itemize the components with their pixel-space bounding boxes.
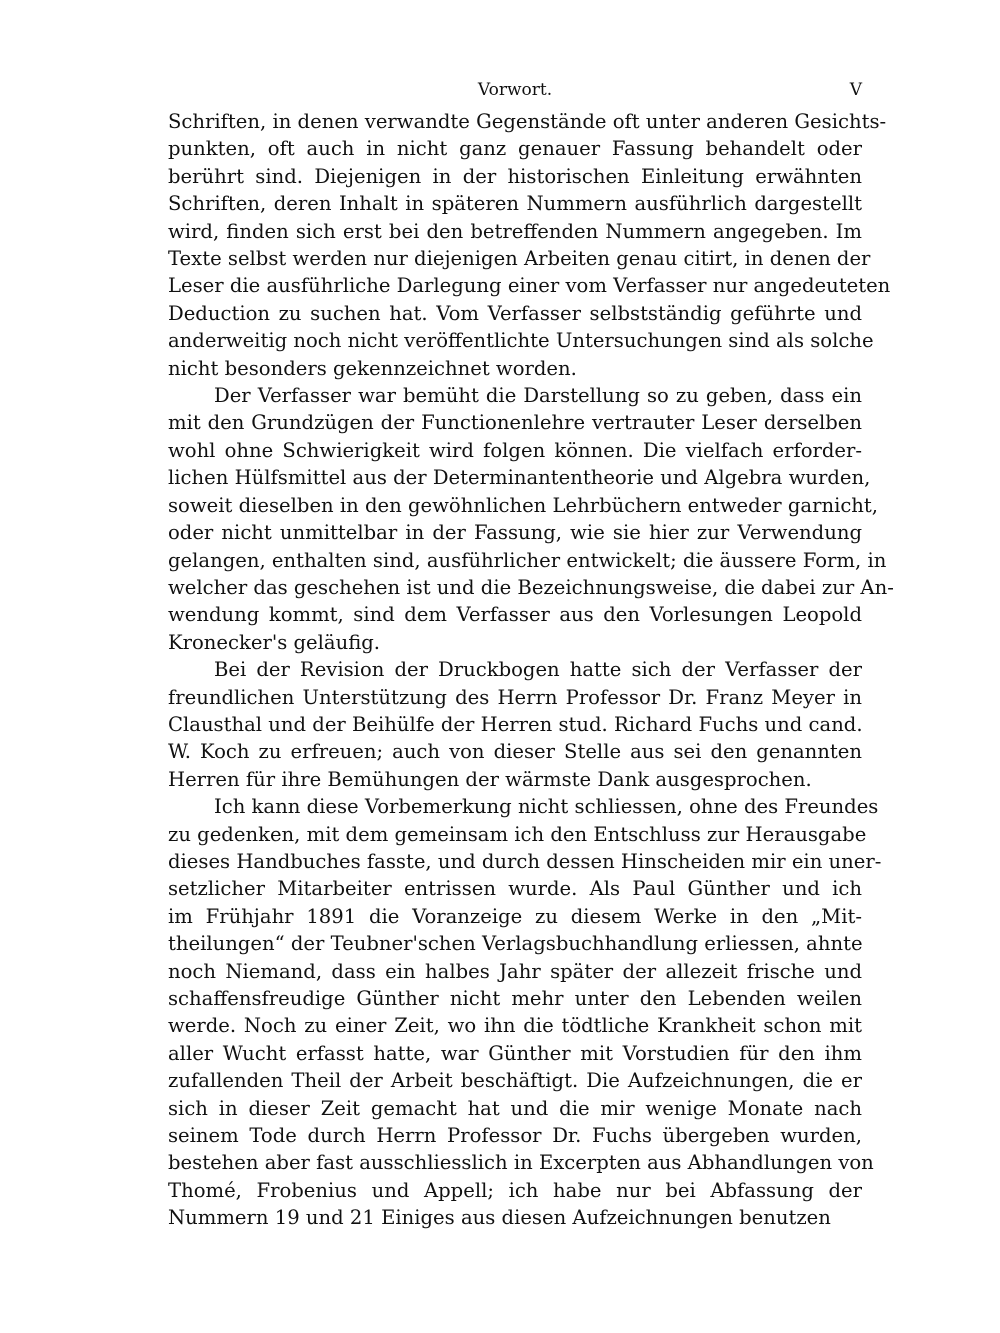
text-line: aller Wucht erfasst hatte, war Günther mit Vorstudien für den ihm — [168, 1041, 862, 1065]
text-line: dieses Handbuches fasste, und durch dessen Hinscheiden mir ein uner- — [168, 849, 882, 873]
text-line: anderweitig noch nicht veröffentlichte Untersuchungen sind als solche — [168, 329, 874, 353]
text-line: werde. Noch zu einer Zeit, wo ihn die tödtliche Krankheit schon mit — [168, 1014, 862, 1038]
text-line: oder nicht unmittelbar in der Fassung, wie sie hier zur Verwendung — [168, 521, 862, 545]
running-title: Vorwort. — [477, 80, 553, 100]
text-line: noch Niemand, dass ein halbes Jahr später der allezeit frische und — [168, 959, 862, 983]
running-header — [168, 80, 862, 108]
text-line: punkten, oft auch in nicht ganz genauer Fassung behandelt oder — [168, 137, 862, 161]
text-line: Thomé, Frobenius und Appell; ich habe nur bei Abfassung der — [168, 1178, 862, 1202]
paragraph — [168, 656, 862, 793]
text-line: im Frühjahr 1891 die Voranzeige zu diesem Werke in den „Mit- — [168, 904, 862, 928]
paragraph — [168, 382, 894, 656]
text-line: W. Koch zu erfreuen; auch von dieser Stelle aus sei den genannten — [168, 740, 862, 764]
preface-text — [168, 108, 894, 1232]
text-line: Kronecker's geläufig. — [168, 630, 381, 654]
paragraph — [168, 108, 891, 382]
text-line: Deduction zu suchen hat. Vom Verfasser selbstständig geführte und — [168, 301, 862, 325]
text-line: zu gedenken, mit dem gemeinsam ich den Entschluss zur Herausgabe — [168, 822, 867, 846]
text-line: bestehen aber fast ausschliesslich in Excerpten aus Abhandlungen von — [168, 1151, 874, 1175]
text-line: gelangen, enthalten sind, ausführlicher entwickelt; die äussere Form, in — [168, 548, 887, 572]
text-line: wird, finden sich erst bei den betreffenden Nummern angegeben. Im — [168, 219, 862, 243]
text-line: Nummern 19 und 21 Einiges aus diesen Aufzeichnungen benutzen — [168, 1206, 831, 1230]
text-line: Schriften, in denen verwandte Gegenstände oft unter anderen Gesichts- — [168, 110, 887, 133]
text-line: Herren für ihre Bemühungen der wärmste Dank ausgesprochen. — [168, 767, 812, 791]
text-line: lichen Hülfsmittel aus der Determinantentheorie und Algebra wurden, — [168, 466, 871, 490]
text-line: schaffensfreudige Günther nicht mehr unter den Lebenden weilen — [168, 987, 862, 1010]
text-line: wendung kommt, sind dem Verfasser aus den Vorlesungen Leopold — [168, 603, 862, 627]
text-line: freundlichen Unterstützung des Herrn Professor Dr. Franz Meyer in — [168, 685, 862, 709]
text-line: Clausthal und der Beihülfe der Herren stud. Richard Fuchs und cand. — [168, 712, 863, 736]
text-line: berührt sind. Diejenigen in der historischen Einleitung erwähnten — [168, 164, 862, 188]
page-number: V — [849, 80, 862, 100]
paragraph — [168, 793, 882, 1232]
text-line: Ich kann diese Vorbemerkung nicht schliessen, ohne des Freundes — [214, 795, 879, 819]
text-line: seinem Tode durch Herrn Professor Dr. Fuchs übergeben wurden, — [168, 1124, 862, 1148]
text-line: Texte selbst werden nur diejenigen Arbeiten genau citirt, in denen der — [168, 247, 871, 271]
text-line: Schriften, deren Inhalt in späteren Nummern ausführlich dargestellt — [168, 192, 862, 216]
text-line: Bei der Revision der Druckbogen hatte sich der Verfasser der — [214, 658, 862, 682]
text-line: theilungen“ der Teubner'schen Verlagsbuchhandlung erliessen, ahnte — [168, 932, 863, 956]
text-line: setzlicher Mitarbeiter entrissen wurde. Als Paul Günther und ich — [168, 877, 862, 901]
text-line: wohl ohne Schwierigkeit wird folgen können. Die vielfach erforder- — [168, 438, 862, 462]
text-line: zufallenden Theil der Arbeit beschäftigt. Die Aufzeichnungen, die er — [168, 1069, 862, 1093]
text-line: Der Verfasser war bemüht die Darstellung so zu geben, dass ein — [214, 384, 862, 408]
text-line: mit den Grundzügen der Functionenlehre vertrauter Leser derselben — [168, 411, 862, 435]
text-line: soweit dieselben in den gewöhnlichen Lehrbüchern entweder garnicht, — [168, 493, 879, 517]
text-line: nicht besonders gekennzeichnet worden. — [168, 356, 577, 380]
text-line: Leser die ausführliche Darlegung einer vom Verfasser nur angedeuteten — [168, 274, 891, 298]
text-line: sich in dieser Zeit gemacht hat und die mir wenige Monate nach — [168, 1096, 862, 1120]
text-line: welcher das geschehen ist und die Bezeichnungsweise, die dabei zur An- — [168, 575, 894, 599]
book-page — [168, 80, 894, 1232]
